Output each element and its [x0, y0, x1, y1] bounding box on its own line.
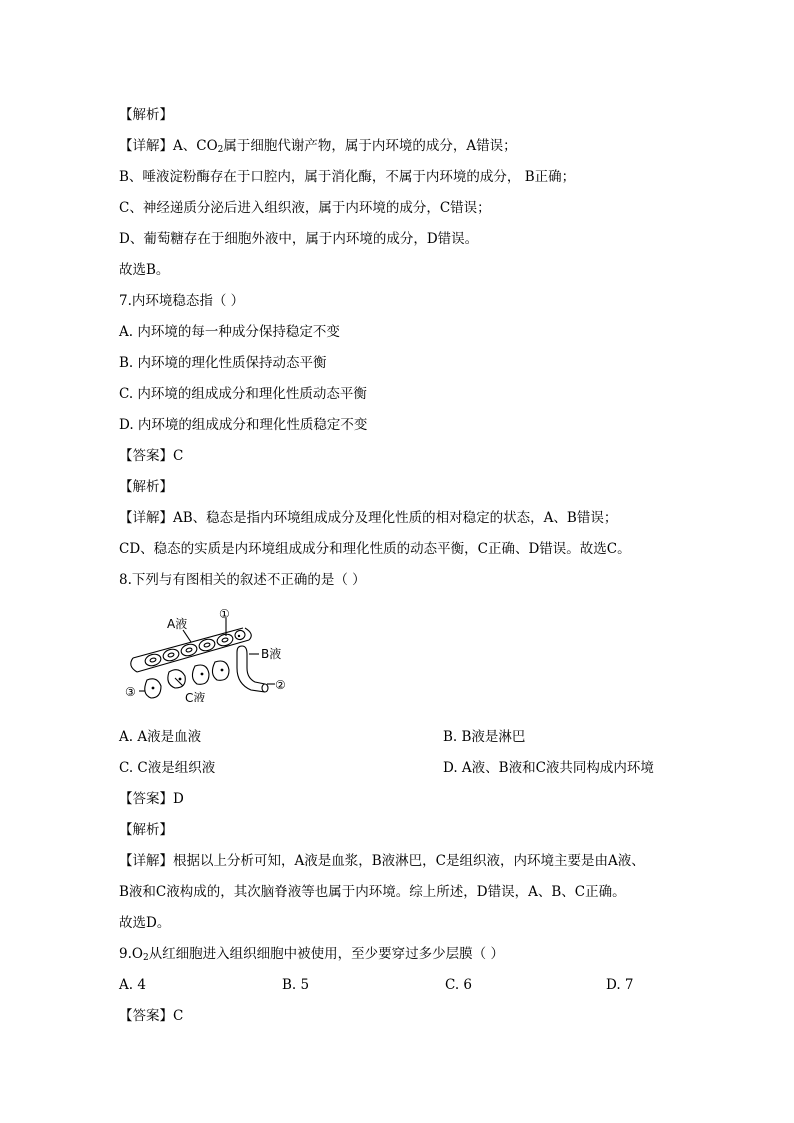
q8-detail-1: 【详解】根据以上分析可知，A液是血浆，B液淋巴，C是组织液，内环境主要是由A液、 — [119, 853, 645, 869]
q7-option-a: A. 内环境的每一种成分保持稳定不变 — [119, 324, 340, 340]
red-blood-cells — [144, 629, 246, 667]
label-c-fluid: C液 — [185, 691, 206, 702]
q8-option-c: C. C液是组织液 — [119, 760, 216, 776]
q7-option-c: C. 内环境的组成成分和理化性质动态平衡 — [119, 386, 367, 402]
q9-option-d: D. 7 — [606, 977, 634, 993]
mark-1: ① — [219, 607, 230, 621]
label-b-fluid: B液 — [261, 647, 282, 661]
lymph-capillary-opening — [262, 684, 268, 692]
q9-answer: 【答案】C — [119, 1008, 184, 1024]
q6-analysis-label: 【解析】 — [119, 107, 173, 123]
mark-2: ② — [275, 678, 286, 692]
internal-environment-diagram — [125, 606, 295, 702]
q9-option-a: A. 4 — [119, 977, 146, 993]
q6-detail-c: C、神经递质分泌后进入组织液，属于内环境的成分，C错误； — [119, 200, 491, 216]
leader-a — [183, 630, 191, 642]
q6-conclusion: 故选B。 — [119, 262, 170, 278]
q6-detail-d: D、葡萄糖存在于细胞外液中，属于内环境的成分，D错误。 — [119, 231, 479, 247]
q8-option-b: B. B液是淋巴 — [443, 729, 526, 745]
label-a-fluid: A液 — [167, 617, 188, 631]
co2-subscript: 2 — [217, 145, 224, 155]
q6-detail-rest: 属于细胞代谢产物，属于内环境的成分，A错误； — [223, 138, 517, 154]
q6-detail-b: B、唾液淀粉酶存在于口腔内，属于消化酶，不属于内环境的成分， B正确； — [119, 169, 576, 185]
q7-analysis-label: 【解析】 — [119, 479, 173, 495]
q9-option-b: B. 5 — [282, 977, 310, 993]
q8-option-d: D. A液、B液和C液共同构成内环境 — [443, 760, 654, 776]
q7-stem: 7.内环境稳态指（ ） — [119, 293, 245, 309]
q8-answer: 【答案】D — [119, 791, 184, 807]
mark-3: ③ — [125, 685, 136, 699]
capillary-end-cap — [245, 628, 251, 640]
q7-detail-1: 【详解】AB、稳态是指内环境组成成分及理化性质的相对稳定的状态，A、B错误； — [119, 510, 618, 526]
q9-stem-rest: 从红细胞进入组织细胞中被使用，至少要穿过多少层膜（ ） — [148, 946, 504, 962]
q8-conclusion: 故选D。 — [119, 915, 171, 931]
q8-option-a: A. A液是血液 — [119, 729, 202, 745]
q8-stem: 8.下列与有图相关的叙述不正确的是（ ） — [119, 572, 366, 588]
q9-option-c: C. 6 — [445, 977, 473, 993]
q7-option-b: B. 内环境的理化性质保持动态平衡 — [119, 355, 327, 371]
o2-subscript: 2 — [142, 953, 149, 963]
q6-detail-a — [119, 137, 517, 155]
q7-option-d: D. 内环境的组成成分和理化性质稳定不变 — [119, 417, 368, 433]
q9-stem — [119, 945, 504, 963]
q8-analysis-label: 【解析】 — [119, 822, 173, 838]
q7-detail-2: CD、稳态的实质是内环境组成成分和理化性质的动态平衡，C正确、D错误。故选C。 — [119, 541, 631, 557]
q9-stem-prefix: 9.O — [119, 946, 143, 962]
q7-answer: 【答案】C — [119, 448, 184, 464]
capillary-start-tail — [131, 658, 137, 672]
q6-detail-prefix: 【详解】A、CO — [119, 138, 218, 154]
q8-detail-2: B液和C液构成的，其次脑脊液等也属于内环境。综上所述，D错误，A、B、C正确。 — [119, 884, 626, 900]
